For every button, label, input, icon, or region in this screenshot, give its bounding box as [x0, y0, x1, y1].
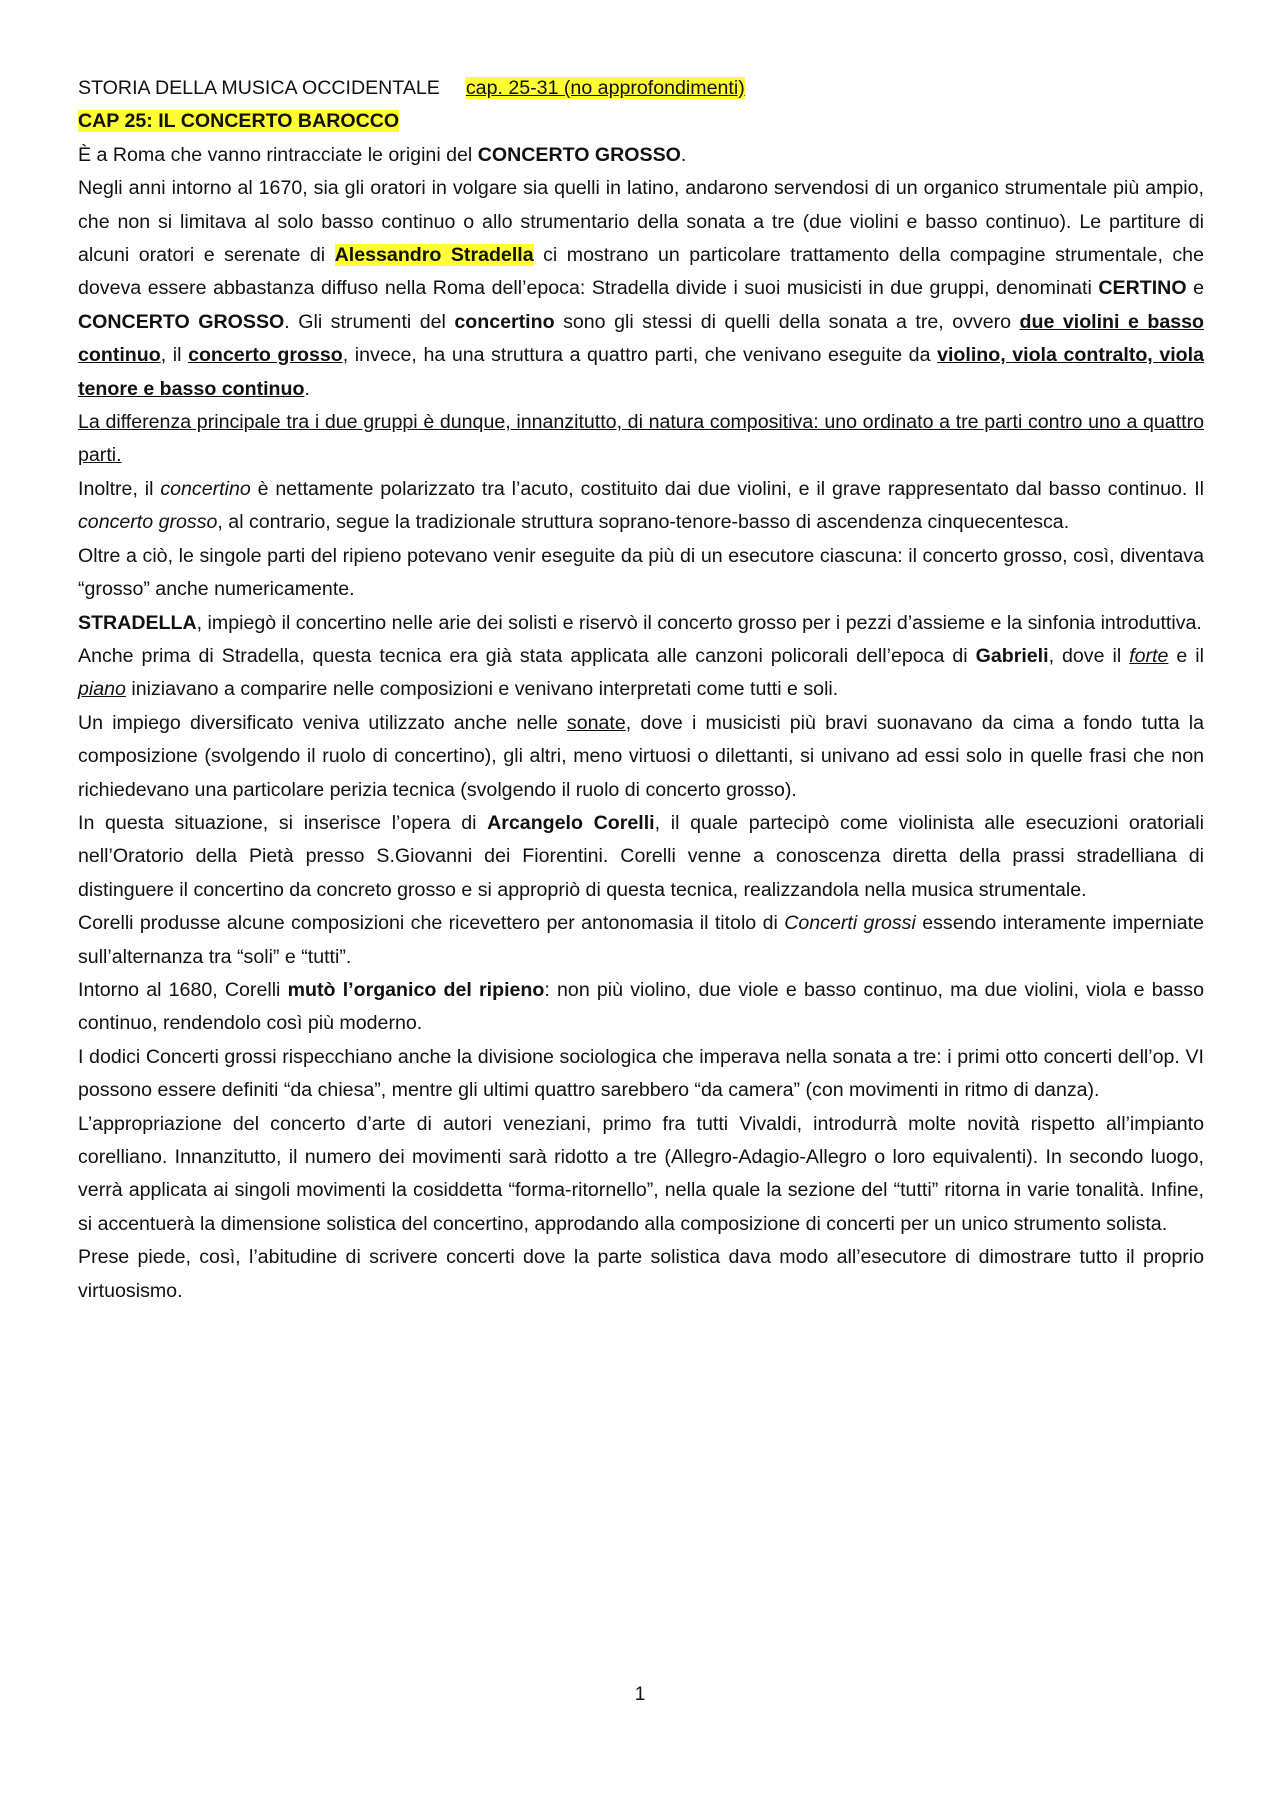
paragraph-4: [78, 473, 1204, 540]
term-concerto-grosso-underlined: concerto grosso: [188, 344, 343, 367]
text-run: . Gli strumenti del: [284, 310, 455, 333]
term-corelli: Arcangelo Corelli: [487, 811, 655, 834]
paragraph-3: La differenza principale tra i due gruppi è dunque, innanzitutto, di natura compositiva: uno ordinato a tre parti contro uno a quattro parti.: [78, 411, 1204, 467]
text-run: : non più violino, due viole e basso continuo, ma due violini, viola e basso continuo, rendendolo così più moderno.: [78, 978, 1204, 1035]
paragraph-12: I dodici Concerti grossi rispecchiano anche la divisione sociologica che imperava nella sonata a tre: i primi otto concerti dell’op. VI possono essere definiti “da chiesa”, mentre gli ultimi quattro sarebbero “da camera” (con movimenti in ritmo di danza).: [78, 1045, 1204, 1102]
text-run: , il: [160, 344, 189, 367]
text-run: Intorno al 1680, Corelli: [78, 978, 288, 1001]
header-line: [78, 72, 1204, 105]
term-concerto-grosso: CONCERTO GROSSO: [477, 143, 681, 166]
text-run: .: [304, 377, 310, 400]
text-run: è nettamente polarizzato tra l’acuto, costituito dai due violini, e il grave rappresentato dal basso continuo. Il: [250, 477, 1204, 500]
chapter-heading: CAP 25: IL CONCERTO BAROCCO: [78, 110, 400, 133]
italic-concerto-grosso: concerto grosso: [78, 511, 218, 534]
text-run: Anche prima di Stradella, questa tecnica era già stata applicata alle canzoni policorali dell’epoca di: [78, 644, 976, 667]
italic-concerti-grossi: Concerti grossi: [784, 912, 916, 935]
paragraph-11: [78, 974, 1204, 1041]
paragraph-9: [78, 807, 1204, 907]
paragraph-2: [78, 172, 1204, 406]
term-concerto-grosso: CONCERTO GROSSO: [78, 310, 285, 333]
paragraph-6: [78, 607, 1204, 640]
text-run: sono gli stessi di quelli della sonata a tre, ovvero: [554, 310, 1020, 333]
term-quattro-parti: violino, viola contralto, viola tenore e basso continuo: [78, 344, 1204, 400]
text-run: In questa situazione, si inserisce l’opera di: [78, 811, 488, 834]
text-run: essendo interamente imperniate sull’alternanza tra “soli” e “tutti”.: [78, 912, 1204, 968]
course-title: STORIA DELLA MUSICA OCCIDENTALE: [78, 77, 440, 99]
paragraph-8: [78, 707, 1204, 807]
page-number: 1: [634, 1684, 646, 1705]
text-run: ci mostrano un particolare trattamento della compagine strumentale, che doveva essere abbastanza diffuso nella Roma dell’epoca: Stradella divide i suoi musicisti in due gruppi, denominati: [78, 244, 1204, 300]
term-gabrieli: Gabrieli: [975, 644, 1049, 667]
chapter-heading-line: [78, 105, 1204, 138]
text-run: e: [1186, 277, 1205, 300]
text-run: Negli anni intorno al 1670, sia gli oratori in volgare sia quelli in latino, andarono servendosi di un organico strumentale più ampio, che non si limitava al solo basso continuo o allo strumentario della sonata a tre (due violini e basso continuo). Le partiture di alcuni oratori e serenate di: [78, 177, 1204, 267]
term-concertino: concertino: [454, 310, 555, 333]
paragraph-5: Oltre a ciò, le singole parti del ripieno potevano venir eseguite da più di un esecutore ciascuna: il concerto grosso, così, diventava “grosso” anche numericamente.: [78, 544, 1204, 601]
term-certino: CERTINO: [1098, 277, 1187, 300]
text-run: , dove i musicisti più bravi suonavano da cima a fondo tutta la composizione (svolgendo il ruolo di concertino), gli altri, meno virtuosi o dilettanti, si univano ad essi solo in quelle frasi che non richiedevano una particolare perizia tecnica (svolgendo il ruolo di concerto grosso).: [78, 711, 1205, 801]
text-run: , invece, ha una struttura a quattro parti, che venivano eseguite da: [342, 344, 938, 367]
chapters-note: cap. 25-31 (no approfondimenti): [465, 77, 745, 99]
text-run: , al contrario, segue la tradizionale struttura soprano-tenore-basso di ascendenza cinquecentesca.: [217, 511, 1070, 534]
text-run: iniziavano a comparire nelle composizioni e venivano interpretati come tutti e soli.: [125, 678, 839, 701]
highlight-stradella: Alessandro Stradella: [334, 244, 534, 267]
text-run: , dove il: [1048, 644, 1130, 667]
term-due-violini: due violini e basso continuo: [78, 310, 1204, 367]
paragraph-1: [78, 139, 1204, 172]
text-run: , impiegò il concertino nelle arie dei solisti e riservò il concerto grosso per i pezzi d’assieme e la sinfonia introduttiva.: [196, 611, 1202, 634]
paragraph-10: [78, 907, 1204, 974]
paragraph-14: Prese piede, così, l’abitudine di scrivere concerti dove la parte solistica dava modo all’esecutore di dimostrare tutto il proprio virtuosismo.: [78, 1246, 1204, 1302]
text-run: e il: [1168, 644, 1204, 667]
term-sonate: sonate: [566, 711, 626, 734]
text-run: Un impiego diversificato veniva utilizzato anche nelle: [78, 711, 567, 734]
paragraph-13: L’appropriazione del concerto d’arte di autori veneziani, primo fra tutti Vivaldi, introdurrà molte novità rispetto all’impianto corelliano. Innanzitutto, il numero dei movimenti sarà ridotto a tre (Allegro-Adagio-Allegro o loro equivalenti). In secondo luogo, verrà applicata ai singoli movimenti la cosiddetta “forma-ritornello”, nella quale la sezione del “tutti” ritorna in varie tonalità. Infine, si accentuerà la dimensione solistica del concertino, approdando alla composizione di concerti per un unico strumento solista.: [78, 1112, 1204, 1235]
term-piano: piano: [78, 678, 126, 701]
document-page: [78, 72, 1204, 1308]
text-run: Corelli produsse alcune composizioni che ricevettero per antonomasia il titolo di: [78, 912, 785, 935]
text-run: , il quale partecipò come violinista alle esecuzioni oratoriali nell’Oratorio della Pietà presso S.Giovanni dei Fiorentini. Corelli venne a conoscenza diretta della prassi stradelliana di distinguere il concertino da concreto grosso e si appropriò di questa tecnica, realizzandola nella musica strumentale.: [78, 811, 1204, 901]
paragraph-7: [78, 640, 1204, 707]
text-run: È a Roma che vanno rintracciate le origini del: [78, 143, 478, 166]
text-run: Inoltre, il: [78, 477, 161, 500]
text-run: .: [680, 143, 687, 166]
term-forte: forte: [1129, 644, 1169, 667]
term-organico: mutò l’organico del ripieno: [287, 978, 545, 1001]
italic-concertino: concertino: [160, 477, 251, 500]
term-stradella: STRADELLA: [78, 611, 197, 634]
